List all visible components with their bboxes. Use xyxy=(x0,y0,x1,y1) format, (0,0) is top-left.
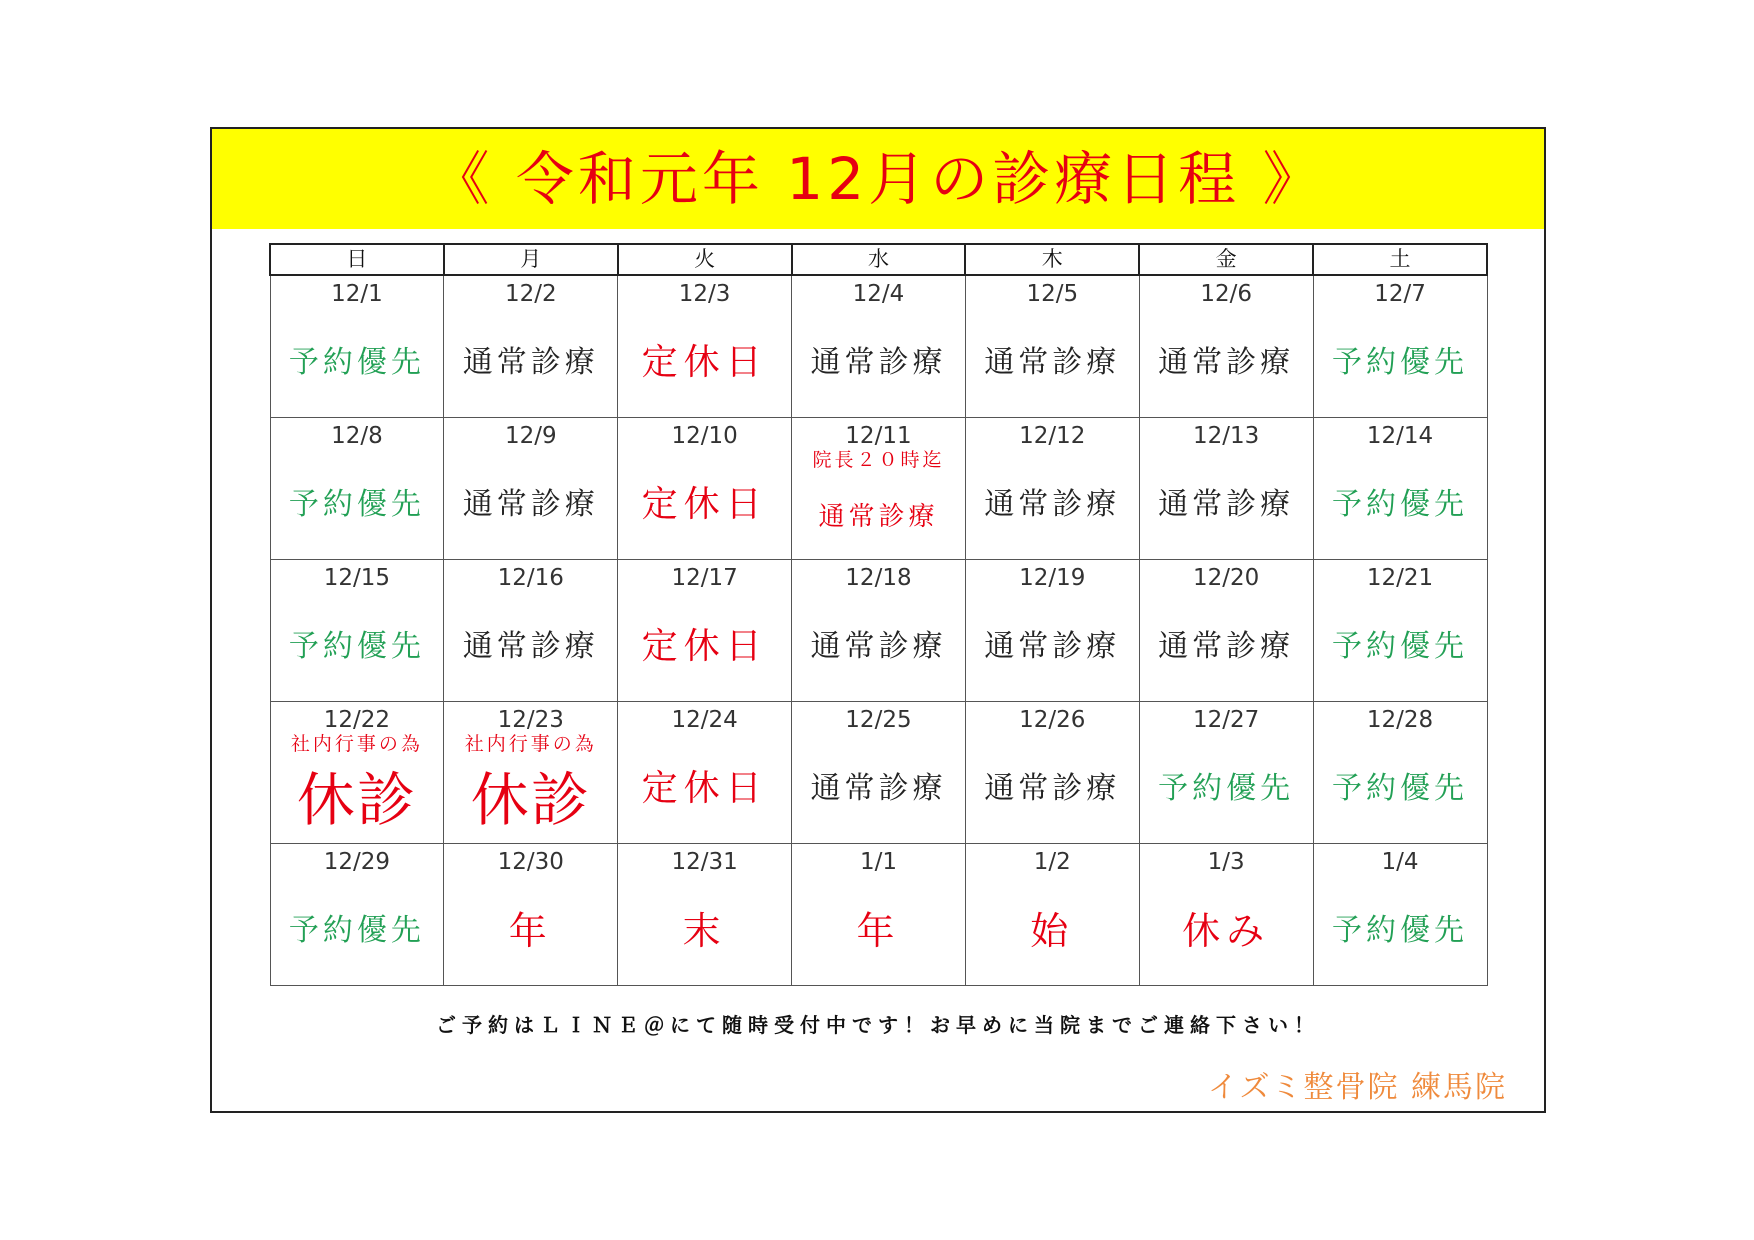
day-cell xyxy=(1139,702,1313,844)
day-status: 予約優先 xyxy=(1158,771,1295,806)
day-cell xyxy=(444,418,618,560)
day-status: 定休日 xyxy=(641,768,768,809)
day-date: 12/21 xyxy=(1366,565,1434,591)
day-date: 12/8 xyxy=(331,423,383,449)
day-date: 12/24 xyxy=(671,707,738,733)
day-date: 12/25 xyxy=(845,707,912,733)
weekday-monday: 月 xyxy=(444,244,618,275)
day-date: 12/10 xyxy=(671,423,738,449)
day-status: 通常診療 xyxy=(1158,487,1295,522)
day-status: 予約優先 xyxy=(1332,629,1469,664)
day-cell xyxy=(792,702,966,844)
day-date: 12/4 xyxy=(852,281,905,307)
schedule-flyer xyxy=(210,127,1546,1113)
day-status: 定休日 xyxy=(641,484,768,525)
day-cell xyxy=(270,418,444,560)
weekday-wednesday: 水 xyxy=(792,244,966,275)
day-date: 1/3 xyxy=(1207,849,1245,875)
week-row xyxy=(270,418,1487,560)
day-status: 予約優先 xyxy=(288,487,425,522)
day-status: 通常診療 xyxy=(462,629,599,664)
day-cell xyxy=(792,275,966,418)
day-date: 12/29 xyxy=(323,849,391,875)
day-cell xyxy=(1313,702,1487,844)
weekday-sunday: 日 xyxy=(270,244,444,275)
day-cell xyxy=(965,844,1139,986)
day-date: 1/4 xyxy=(1381,849,1419,875)
day-status: 予約優先 xyxy=(1332,345,1469,380)
day-status: 通常診療 xyxy=(984,629,1121,664)
day-status: 通常診療 xyxy=(810,345,947,380)
day-date: 12/12 xyxy=(1019,423,1086,449)
day-status: 通常診療 xyxy=(1158,345,1295,380)
day-cell xyxy=(1139,844,1313,986)
day-date: 12/30 xyxy=(497,849,564,875)
day-cell xyxy=(1139,560,1313,702)
day-cell xyxy=(1313,418,1487,560)
day-date: 12/5 xyxy=(1026,281,1079,307)
day-cell xyxy=(1139,418,1313,560)
day-date: 12/15 xyxy=(323,565,391,591)
weekday-saturday: 土 xyxy=(1313,244,1487,275)
weekday-friday: 金 xyxy=(1139,244,1313,275)
day-date: 12/16 xyxy=(497,565,564,591)
day-status: 通常診療 xyxy=(984,487,1121,522)
day-cell xyxy=(618,275,792,418)
day-status: 予約優先 xyxy=(1332,913,1469,948)
day-cell xyxy=(1139,275,1313,418)
day-cell xyxy=(270,844,444,986)
day-date: 12/27 xyxy=(1192,707,1260,733)
day-status: 予約優先 xyxy=(288,629,425,664)
day-date: 12/3 xyxy=(678,281,731,307)
day-status: 休診 xyxy=(296,766,417,834)
week-row xyxy=(270,702,1487,844)
schedule-calendar xyxy=(269,243,1488,986)
day-status: 休診 xyxy=(470,766,591,834)
day-cell xyxy=(618,702,792,844)
day-cell xyxy=(965,702,1139,844)
day-cell xyxy=(618,560,792,702)
day-status: 予約優先 xyxy=(1332,487,1469,522)
day-status: 通常診療 xyxy=(462,487,599,522)
day-status: 通常診療 xyxy=(810,629,947,664)
week-row xyxy=(270,275,1487,418)
day-cell xyxy=(618,844,792,986)
day-date: 12/20 xyxy=(1192,565,1260,591)
day-date: 12/9 xyxy=(504,423,557,449)
day-status: 定休日 xyxy=(641,626,768,667)
day-date: 12/18 xyxy=(845,565,912,591)
day-cell xyxy=(965,275,1139,418)
day-date: 12/19 xyxy=(1019,565,1086,591)
day-cell xyxy=(444,560,618,702)
weekday-thursday: 木 xyxy=(965,244,1139,275)
day-status: 予約優先 xyxy=(1332,771,1469,806)
clinic-name: イズミ整骨院 練馬院 xyxy=(1207,1070,1507,1105)
day-cell xyxy=(1313,844,1487,986)
day-cell xyxy=(1313,560,1487,702)
day-status: 通常診療 xyxy=(1158,629,1295,664)
day-status: 始 xyxy=(1030,909,1075,953)
day-status: 通常診療 xyxy=(984,345,1121,380)
day-date: 12/17 xyxy=(671,565,738,591)
day-date: 12/22 xyxy=(323,707,391,733)
day-status: 通常診療 xyxy=(462,345,599,380)
week-row xyxy=(270,560,1487,702)
day-cell xyxy=(444,844,618,986)
day-cell xyxy=(965,560,1139,702)
day-date: 12/14 xyxy=(1366,423,1434,449)
page-title: 《 令和元年 12月の診療日程 》 xyxy=(431,145,1325,213)
day-status: 年 xyxy=(508,909,553,953)
day-date: 1/1 xyxy=(859,849,897,875)
weekday-header-row xyxy=(270,244,1487,275)
day-date: 12/26 xyxy=(1019,707,1086,733)
day-cell xyxy=(270,702,444,844)
day-date: 12/6 xyxy=(1200,281,1252,307)
day-cell xyxy=(792,418,966,560)
day-note: 社内行事の為 xyxy=(464,733,597,755)
day-status: 末 xyxy=(682,909,727,953)
day-date: 12/31 xyxy=(671,849,738,875)
day-cell xyxy=(792,844,966,986)
day-cell xyxy=(1313,275,1487,418)
day-note: 院長２０時迄 xyxy=(812,449,945,471)
day-cell xyxy=(792,560,966,702)
day-date: 1/2 xyxy=(1033,849,1071,875)
day-cell xyxy=(444,702,618,844)
day-cell xyxy=(270,560,444,702)
title-banner xyxy=(212,129,1544,229)
day-status: 休み xyxy=(1182,909,1271,953)
day-date: 12/23 xyxy=(497,707,564,733)
weekday-tuesday: 火 xyxy=(618,244,792,275)
day-date: 12/13 xyxy=(1192,423,1260,449)
day-date: 12/11 xyxy=(845,423,912,449)
day-cell xyxy=(618,418,792,560)
day-date: 12/28 xyxy=(1366,707,1434,733)
day-status: 予約優先 xyxy=(288,345,425,380)
day-status: 通常診療 xyxy=(984,771,1121,806)
day-status: 定休日 xyxy=(641,342,768,383)
day-cell xyxy=(270,275,444,418)
day-date: 12/7 xyxy=(1374,281,1426,307)
day-date: 12/2 xyxy=(504,281,557,307)
day-status: 予約優先 xyxy=(288,913,425,948)
reservation-notice: ご予約はＬＩＮＥ＠にて随時受付中です！お早めに当院までご連絡下さい！ xyxy=(436,1013,1320,1037)
day-cell xyxy=(965,418,1139,560)
day-cell xyxy=(444,275,618,418)
day-date: 12/1 xyxy=(331,281,383,307)
week-row xyxy=(270,844,1487,986)
calendar-body xyxy=(270,275,1487,986)
day-status: 年 xyxy=(856,909,901,953)
day-status: 通常診療 xyxy=(810,771,947,806)
day-status: 通常診療 xyxy=(818,502,939,532)
day-note: 社内行事の為 xyxy=(290,733,423,755)
